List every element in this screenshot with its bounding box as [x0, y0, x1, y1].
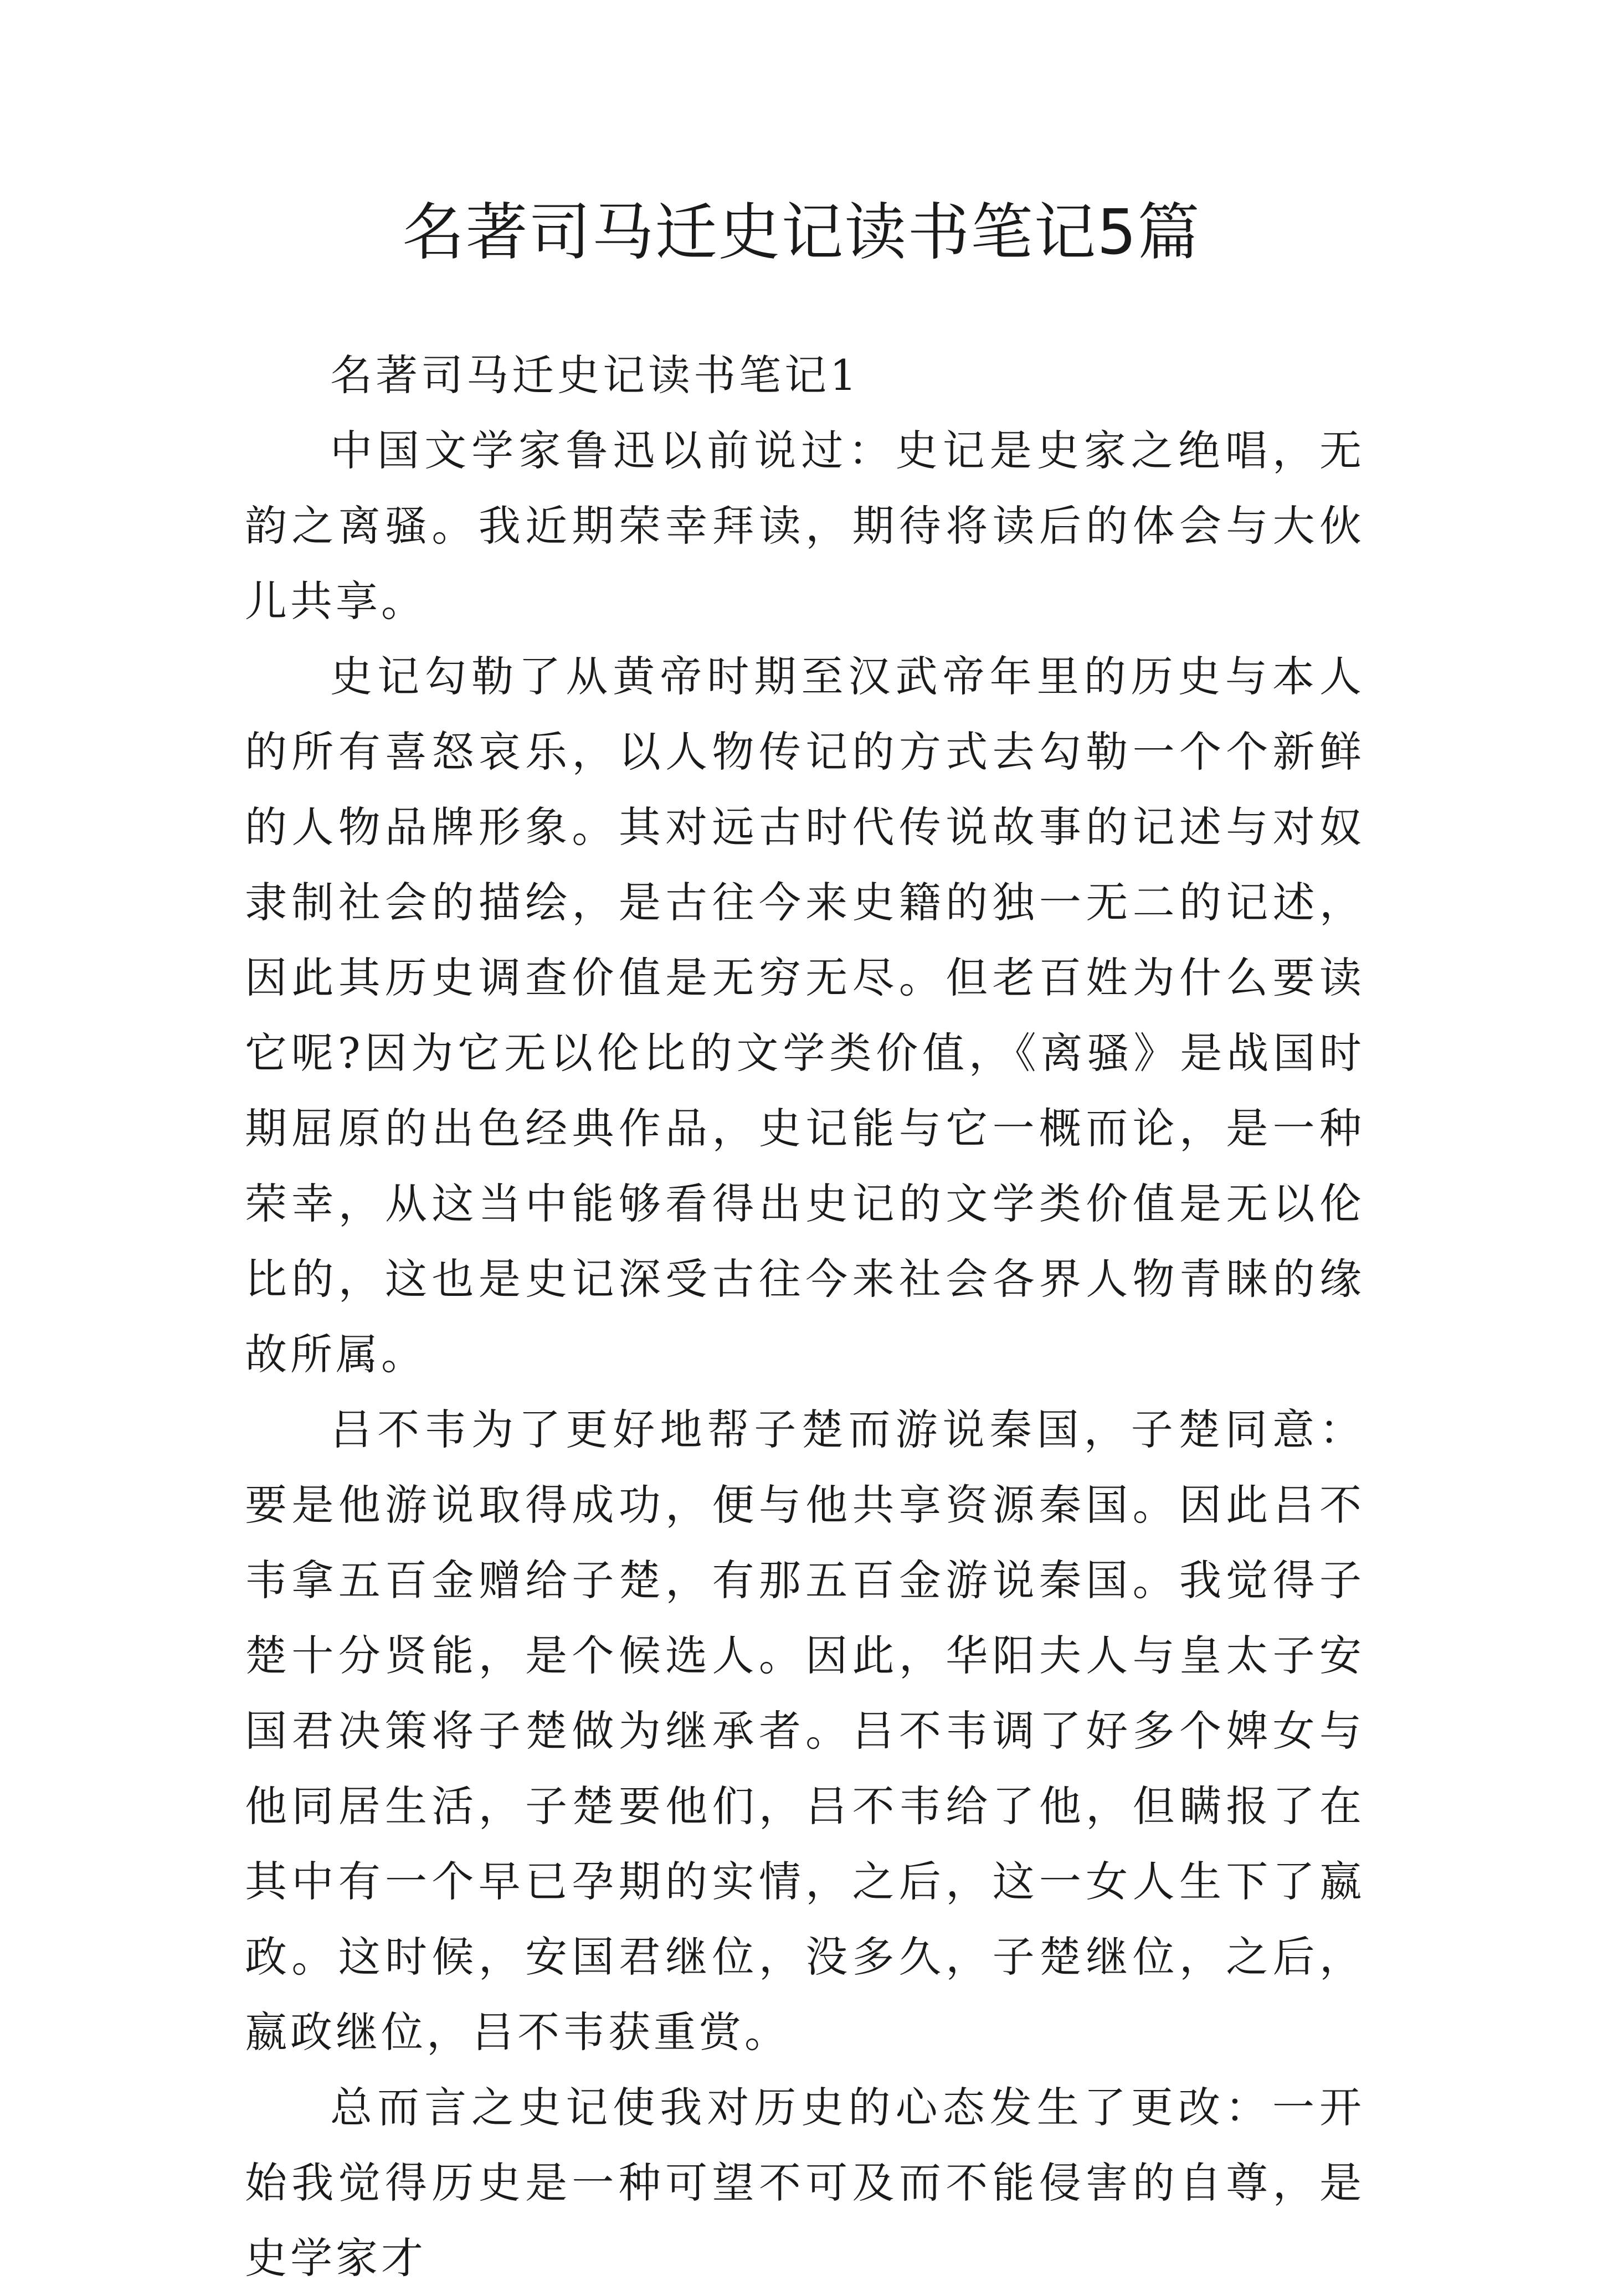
paragraph-2: 史记勾勒了从黄帝时期至汉武帝年里的历史与本人的所有喜怒哀乐，以人物传记的方式去勾勒一个个新鲜的人物品牌形象。其对远古时代传说故事的记述与对奴隶制社会的描绘，是古往今来史籍的独一无二的记述，因此其历史调查价值是无穷无尽。但老百姓为什么要读它呢?因为它无以伦比的文学类价值，《离骚》是战国时期屈原的出色经典作品，史记能与它一概而论，是一种荣幸，从这当中能够看得出史记的文学类价值是无以伦比的，这也是史记深受古往今来社会各界人物青睐的缘故所属。 [245, 652, 1365, 1379]
paragraph-1: 中国文学家鲁迅以前说过：史记是史家之绝唱，无韵之离骚。我近期荣幸拜读，期待将读后的体会与大伙儿共享。 [245, 426, 1365, 626]
paragraph-4: 总而言之史记使我对历史的心态发生了更改：一开始我觉得历史是一种可望不可及而不能侵害的自尊，是史学家才 [245, 2083, 1365, 2283]
section-heading: 名著司马迁史记读书笔记1 [330, 351, 860, 400]
document-title: 名著司马迁史记读书笔记5篇 [402, 197, 1201, 269]
paragraph-3: 吕不韦为了更好地帮子楚而游说秦国，子楚同意：要是他游说取得成功，便与他共享资源秦国。因此吕不韦拿五百金赠给子楚，有那五百金游说秦国。我觉得子楚十分贤能，是个候选人。因此，华阳夫人与皇太子安国君决策将子楚做为继承者。吕不韦调了好多个婢女与他同居生活，子楚要他们，吕不韦给了他，但瞒报了在其中有一个早已孕期的实情，之后，这一女人生下了嬴政。这时候，安国君继位，没多久，子楚继位，之后，嬴政继位，吕不韦获重赏。 [245, 1405, 1365, 2057]
document-body [245, 338, 1365, 2296]
